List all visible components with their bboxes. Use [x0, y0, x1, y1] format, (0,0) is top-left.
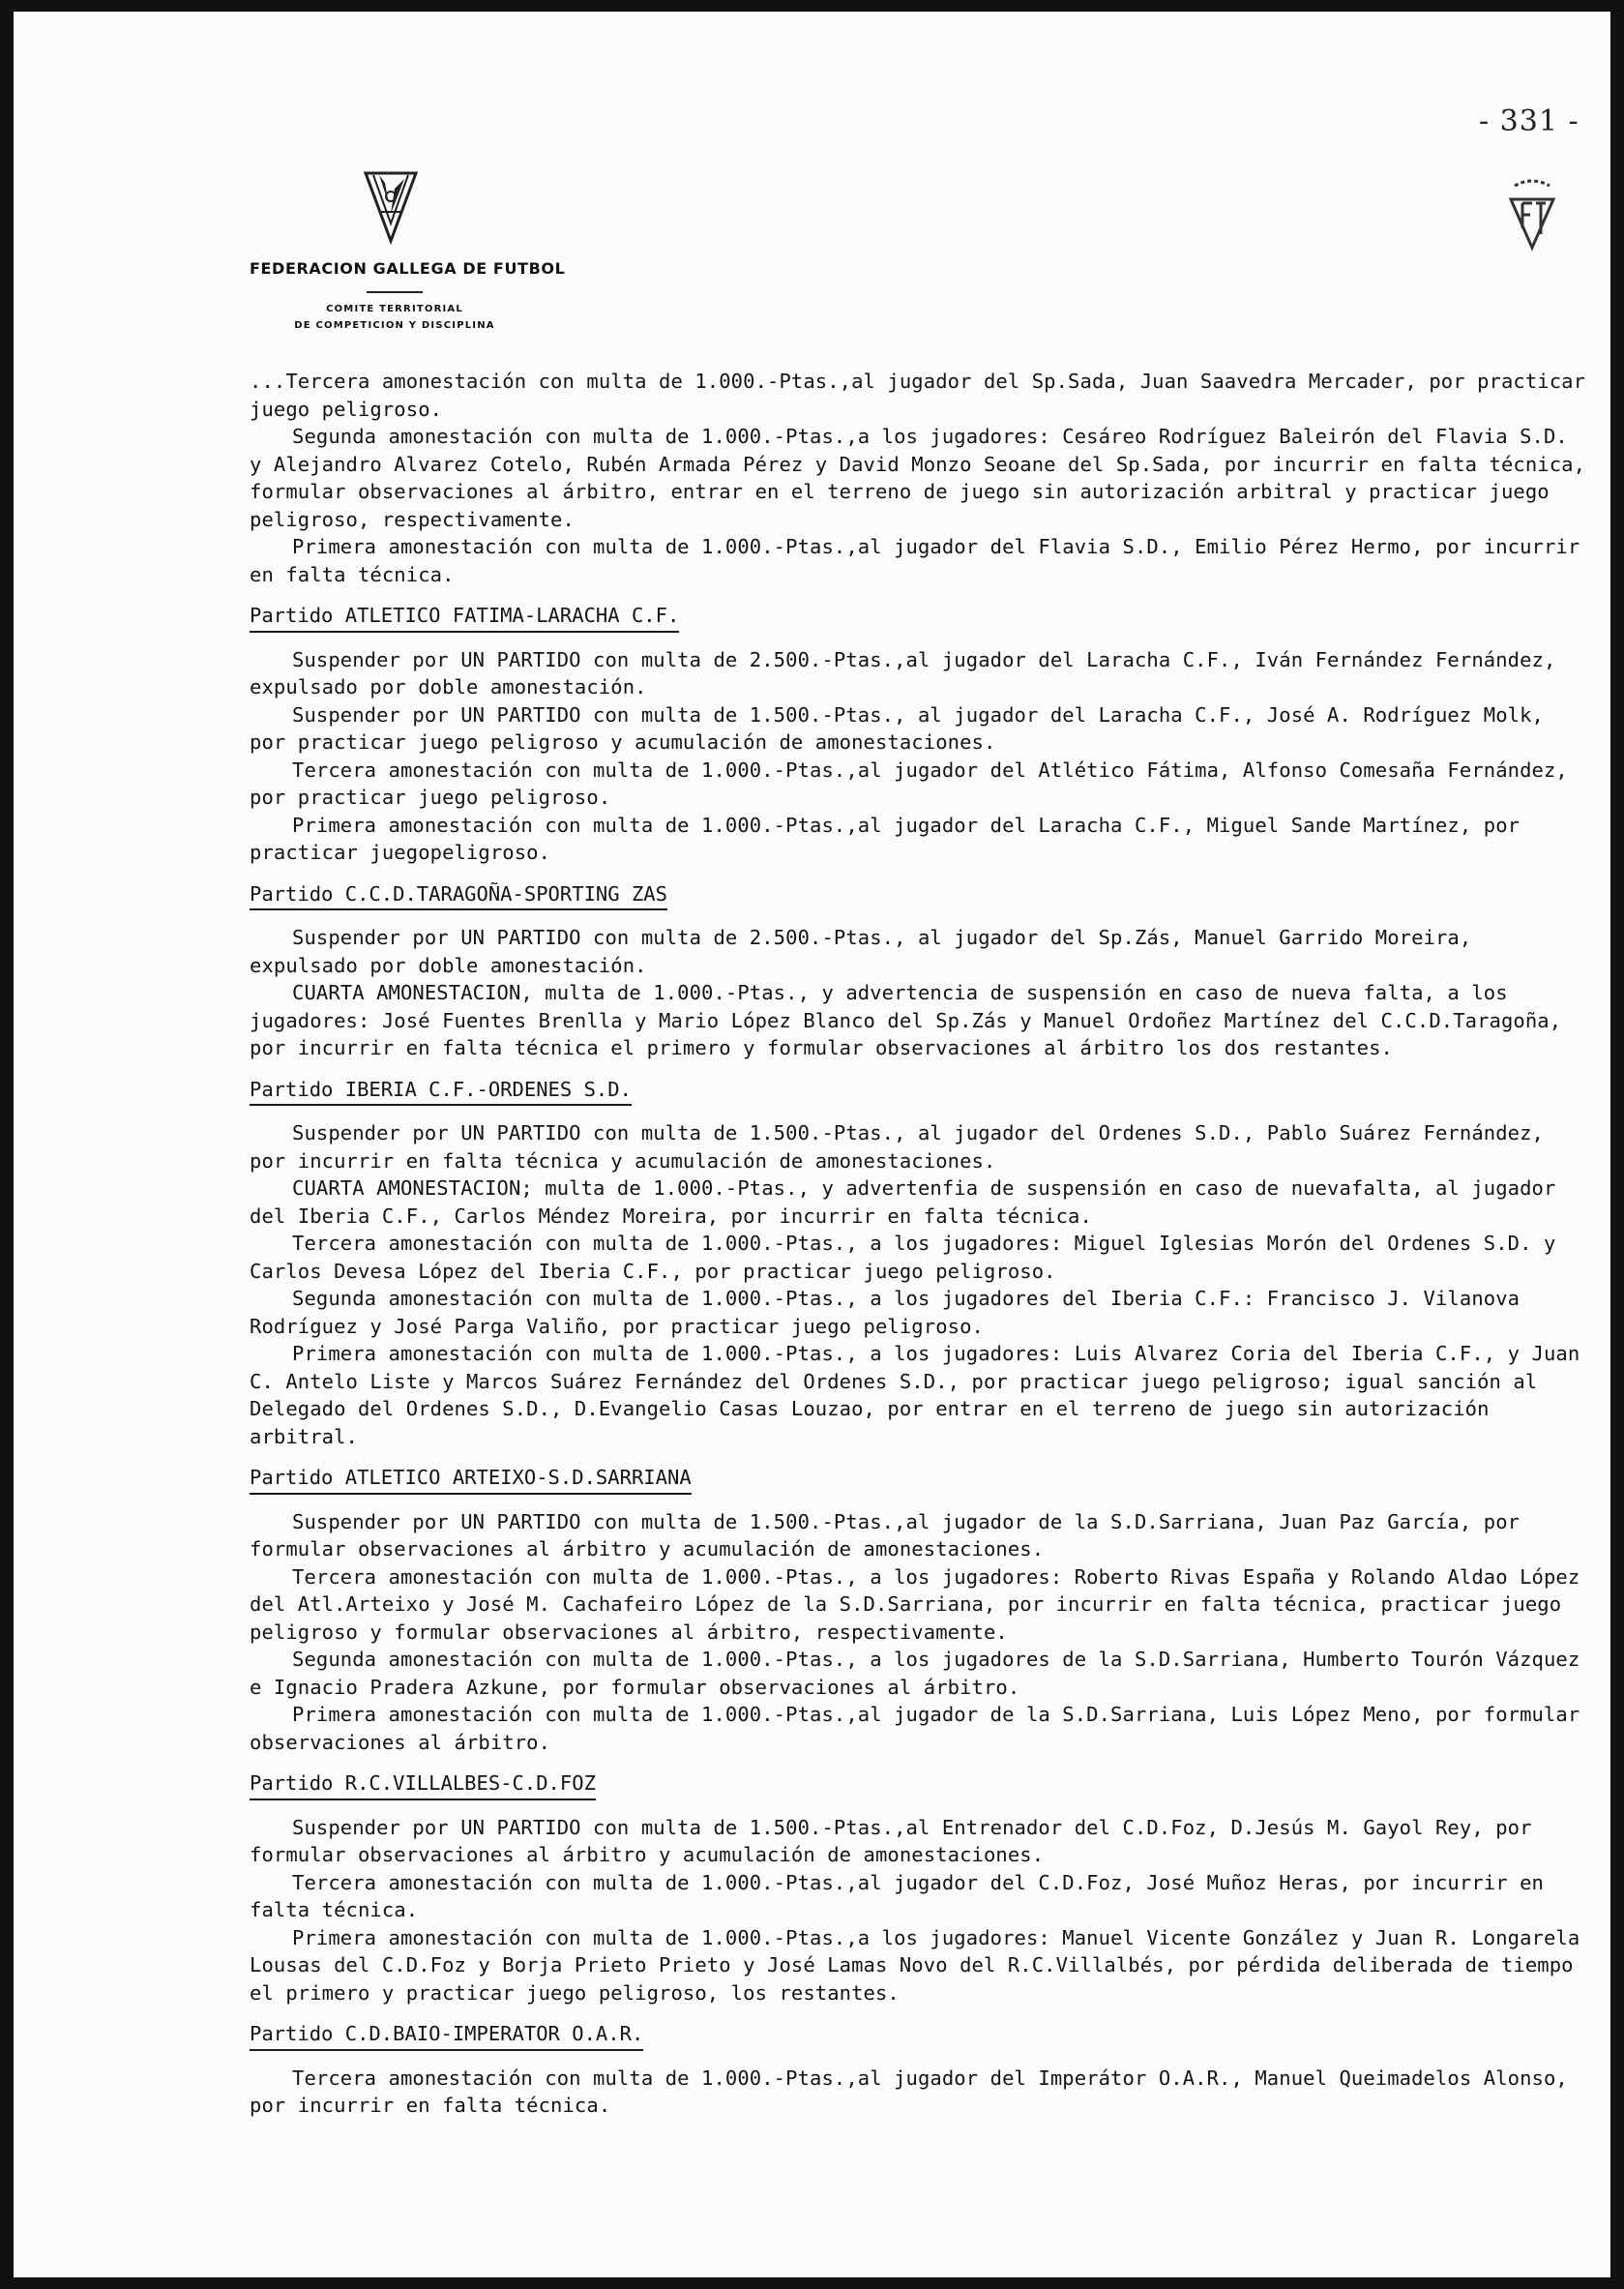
- sanction-paragraph: Suspender por UN PARTIDO con multa de 1.500.-Ptas.,al Entrenador del C.D.Foz, D.Jesús M. Gayol Rey, por formular observaciones al árbitro y acumulación de amonestaciones.: [250, 1815, 1532, 1866]
- sanction-paragraph: Tercera amonestación con multa de 1.000.-Ptas., a los jugadores: Roberto Rivas España y Rolando Aldao López del Atl.Arteixo y José M. Cachafeiro López de la S.D.Sarriana, por incurrir en falta técnica, practicar juego peligroso y formular observaciones al árbitro, respectivamente.: [250, 1564, 1580, 1644]
- match-heading: Partido C.D.BAIO-IMPERATOR O.A.R.: [250, 2020, 643, 2051]
- match-heading: Partido ATLETICO ARTEIXO-S.D.SARRIANA: [250, 1464, 692, 1495]
- committee-line-2: DE COMPETICION Y DISCIPLINA: [294, 320, 495, 331]
- intro-section: [250, 368, 1589, 588]
- intro-paragraph: Primera amonestación con multa de 1.000.-Ptas.,al jugador del Flavia S.D., Emilio Pérez Hermo, por incurrir en falta técnica.: [250, 535, 1580, 586]
- sanction-paragraph: Segunda amonestación con multa de 1.000.-Ptas., a los jugadores de la S.D.Sarriana, Humberto Tourón Vázquez e Ignacio Pradera Azkune, por formular observaciones al árbitro.: [250, 1648, 1580, 1699]
- match-section: [250, 2007, 1589, 2120]
- document-body: [250, 368, 1589, 2120]
- divider: [367, 291, 423, 293]
- sanction-paragraph: CUARTA AMONESTACION; multa de 1.000.-Ptas., y advertenfia de suspensión en caso de nuevafalta, al jugador del Iberia C.F., Carlos Méndez Moreira, por incurrir en falta técnica.: [250, 1176, 1556, 1228]
- match-section: [250, 1062, 1589, 1451]
- committee-line-1: COMITE TERRITORIAL: [326, 304, 463, 314]
- match-heading: Partido C.C.D.TARAGOÑA-SPORTING ZAS: [250, 880, 667, 911]
- document-page: [14, 12, 1610, 2277]
- match-heading: Partido ATLETICO FATIMA-LARACHA C.F.: [250, 602, 679, 633]
- sanction-paragraph: Tercera amonestación con multa de 1.000.-Ptas.,al jugador del Imperátor O.A.R., Manuel Queimadelos Alonso, por incurrir en falta técnica.: [250, 2066, 1568, 2117]
- sanction-paragraph: Primera amonestación con multa de 1.000.-Ptas.,al jugador del Laracha C.F., Miguel Sande Martínez, por practicar juegopeligroso.: [250, 813, 1521, 864]
- organization-name: FEDERACION GALLEGA DE FUTBOL: [250, 259, 566, 278]
- federation-emblem-icon: [1503, 178, 1561, 253]
- sanction-paragraph: Tercera amonestación con multa de 1.000.-Ptas.,al jugador del C.D.Foz, José Muñoz Heras, por incurrir en falta técnica.: [250, 1870, 1544, 1921]
- sanction-paragraph: CUARTA AMONESTACION, multa de 1.000.-Ptas., y advertencia de suspensión en caso de nueva falta, a los jugadores: José Fuentes Brenlla y Mario López Blanco del Sp.Zás y Manuel Ordoñez Martínez del C.C.D.Taragoña, por incurrir en falta técnica el primero y formular observaciones al árbitro los dos restantes.: [250, 981, 1562, 1059]
- sanction-paragraph: Segunda amonestación con multa de 1.000.-Ptas., a los jugadores del Iberia C.F.: Francisco J. Vilanova Rodríguez y José Parga Valiño, por practicar juego peligroso.: [250, 1287, 1521, 1338]
- sanction-paragraph: Suspender por UN PARTIDO con multa de 2.500.-Ptas., al jugador del Sp.Zás, Manuel Garrido Moreira, expulsado por doble amonestación.: [250, 926, 1472, 977]
- sanction-paragraph: Primera amonestación con multa de 1.000.-Ptas.,a los jugadores: Manuel Vicente González y Juan R. Longarela Lousas del C.D.Foz y Borja Prieto Prieto y José Lamas Novo del R.C.Villalbés, por pérdida deliberada de tiempo el primero y practicar juego peligroso, los restantes.: [250, 1925, 1580, 2005]
- intro-paragraph: Segunda amonestación con multa de 1.000.-Ptas.,a los jugadores: Cesáreo Rodríguez Baleirón del Flavia S.D. y Alejandro Alvarez Cotelo, Rubén Armada Pérez y David Monzo Seoane del Sp.Sada, por incurrir en falta técnica, formular observaciones al árbitro, entrar en el terreno de juego sin autorización arbitral y practicar juego peligroso, respectivamente.: [250, 425, 1586, 531]
- sanction-paragraph: Suspender por UN PARTIDO con multa de 1.500.-Ptas., al jugador del Laracha C.F., José A. Rodríguez Molk, por practicar juego peligroso y acumulación de amonestaciones.: [250, 702, 1544, 754]
- sanction-paragraph: Primera amonestación con multa de 1.000.-Ptas.,al jugador de la S.D.Sarriana, Luis López Meno, por formular observaciones al árbitro.: [250, 1703, 1580, 1754]
- sanction-paragraph: Suspender por UN PARTIDO con multa de 1.500.-Ptas.,al jugador de la S.D.Sarriana, Juan Paz García, por formular observaciones al árbitro y acumulación de amonestaciones.: [250, 1509, 1521, 1561]
- match-section: [250, 588, 1589, 867]
- intro-paragraph: ...Tercera amonestación con multa de 1.000.-Ptas.,al jugador del Sp.Sada, Juan Saavedra Mercader, por practicar juego peligroso.: [250, 370, 1586, 421]
- sanction-paragraph: Tercera amonestación con multa de 1.000.-Ptas., a los jugadores: Miguel Iglesias Morón del Ordenes S.D. y Carlos Devesa López del Iberia C.F., por practicar juego peligroso.: [250, 1232, 1556, 1283]
- sanction-paragraph: Tercera amonestación con multa de 1.000.-Ptas.,al jugador del Atlético Fátima, Alfonso Comesaña Fernández, por practicar juego peligroso.: [250, 758, 1568, 809]
- page-number: - 331 -: [1479, 104, 1580, 138]
- organization-block: [250, 259, 566, 334]
- match-section: [250, 1756, 1589, 2007]
- match-heading: Partido R.C.VILLALBES-C.D.FOZ: [250, 1769, 596, 1800]
- match-heading: Partido IBERIA C.F.-ORDENES S.D.: [250, 1076, 632, 1107]
- sanction-paragraph: Primera amonestación con multa de 1.000.-Ptas., a los jugadores: Luis Alvarez Coria del Iberia C.F., y Juan C. Antelo Liste y Marcos Suárez Fernández del Ordenes S.D., por practicar juego peligroso; igual sanción al Delegado del Ordenes S.D., D.Evangelio Casas Louzao, por entrar en el terreno de juego sin autorización arbitral.: [250, 1342, 1580, 1448]
- federation-crest-icon: [362, 169, 420, 245]
- match-section: [250, 1450, 1589, 1756]
- sanction-paragraph: Suspender por UN PARTIDO con multa de 2.500.-Ptas.,al jugador del Laracha C.F., Iván Fernández Fernández, expulsado por doble amonestación.: [250, 647, 1556, 699]
- sanction-paragraph: Suspender por UN PARTIDO con multa de 1.500.-Ptas., al jugador del Ordenes S.D., Pablo Suárez Fernández, por incurrir en falta técnica y acumulación de amonestaciones.: [250, 1121, 1544, 1173]
- match-section: [250, 867, 1589, 1062]
